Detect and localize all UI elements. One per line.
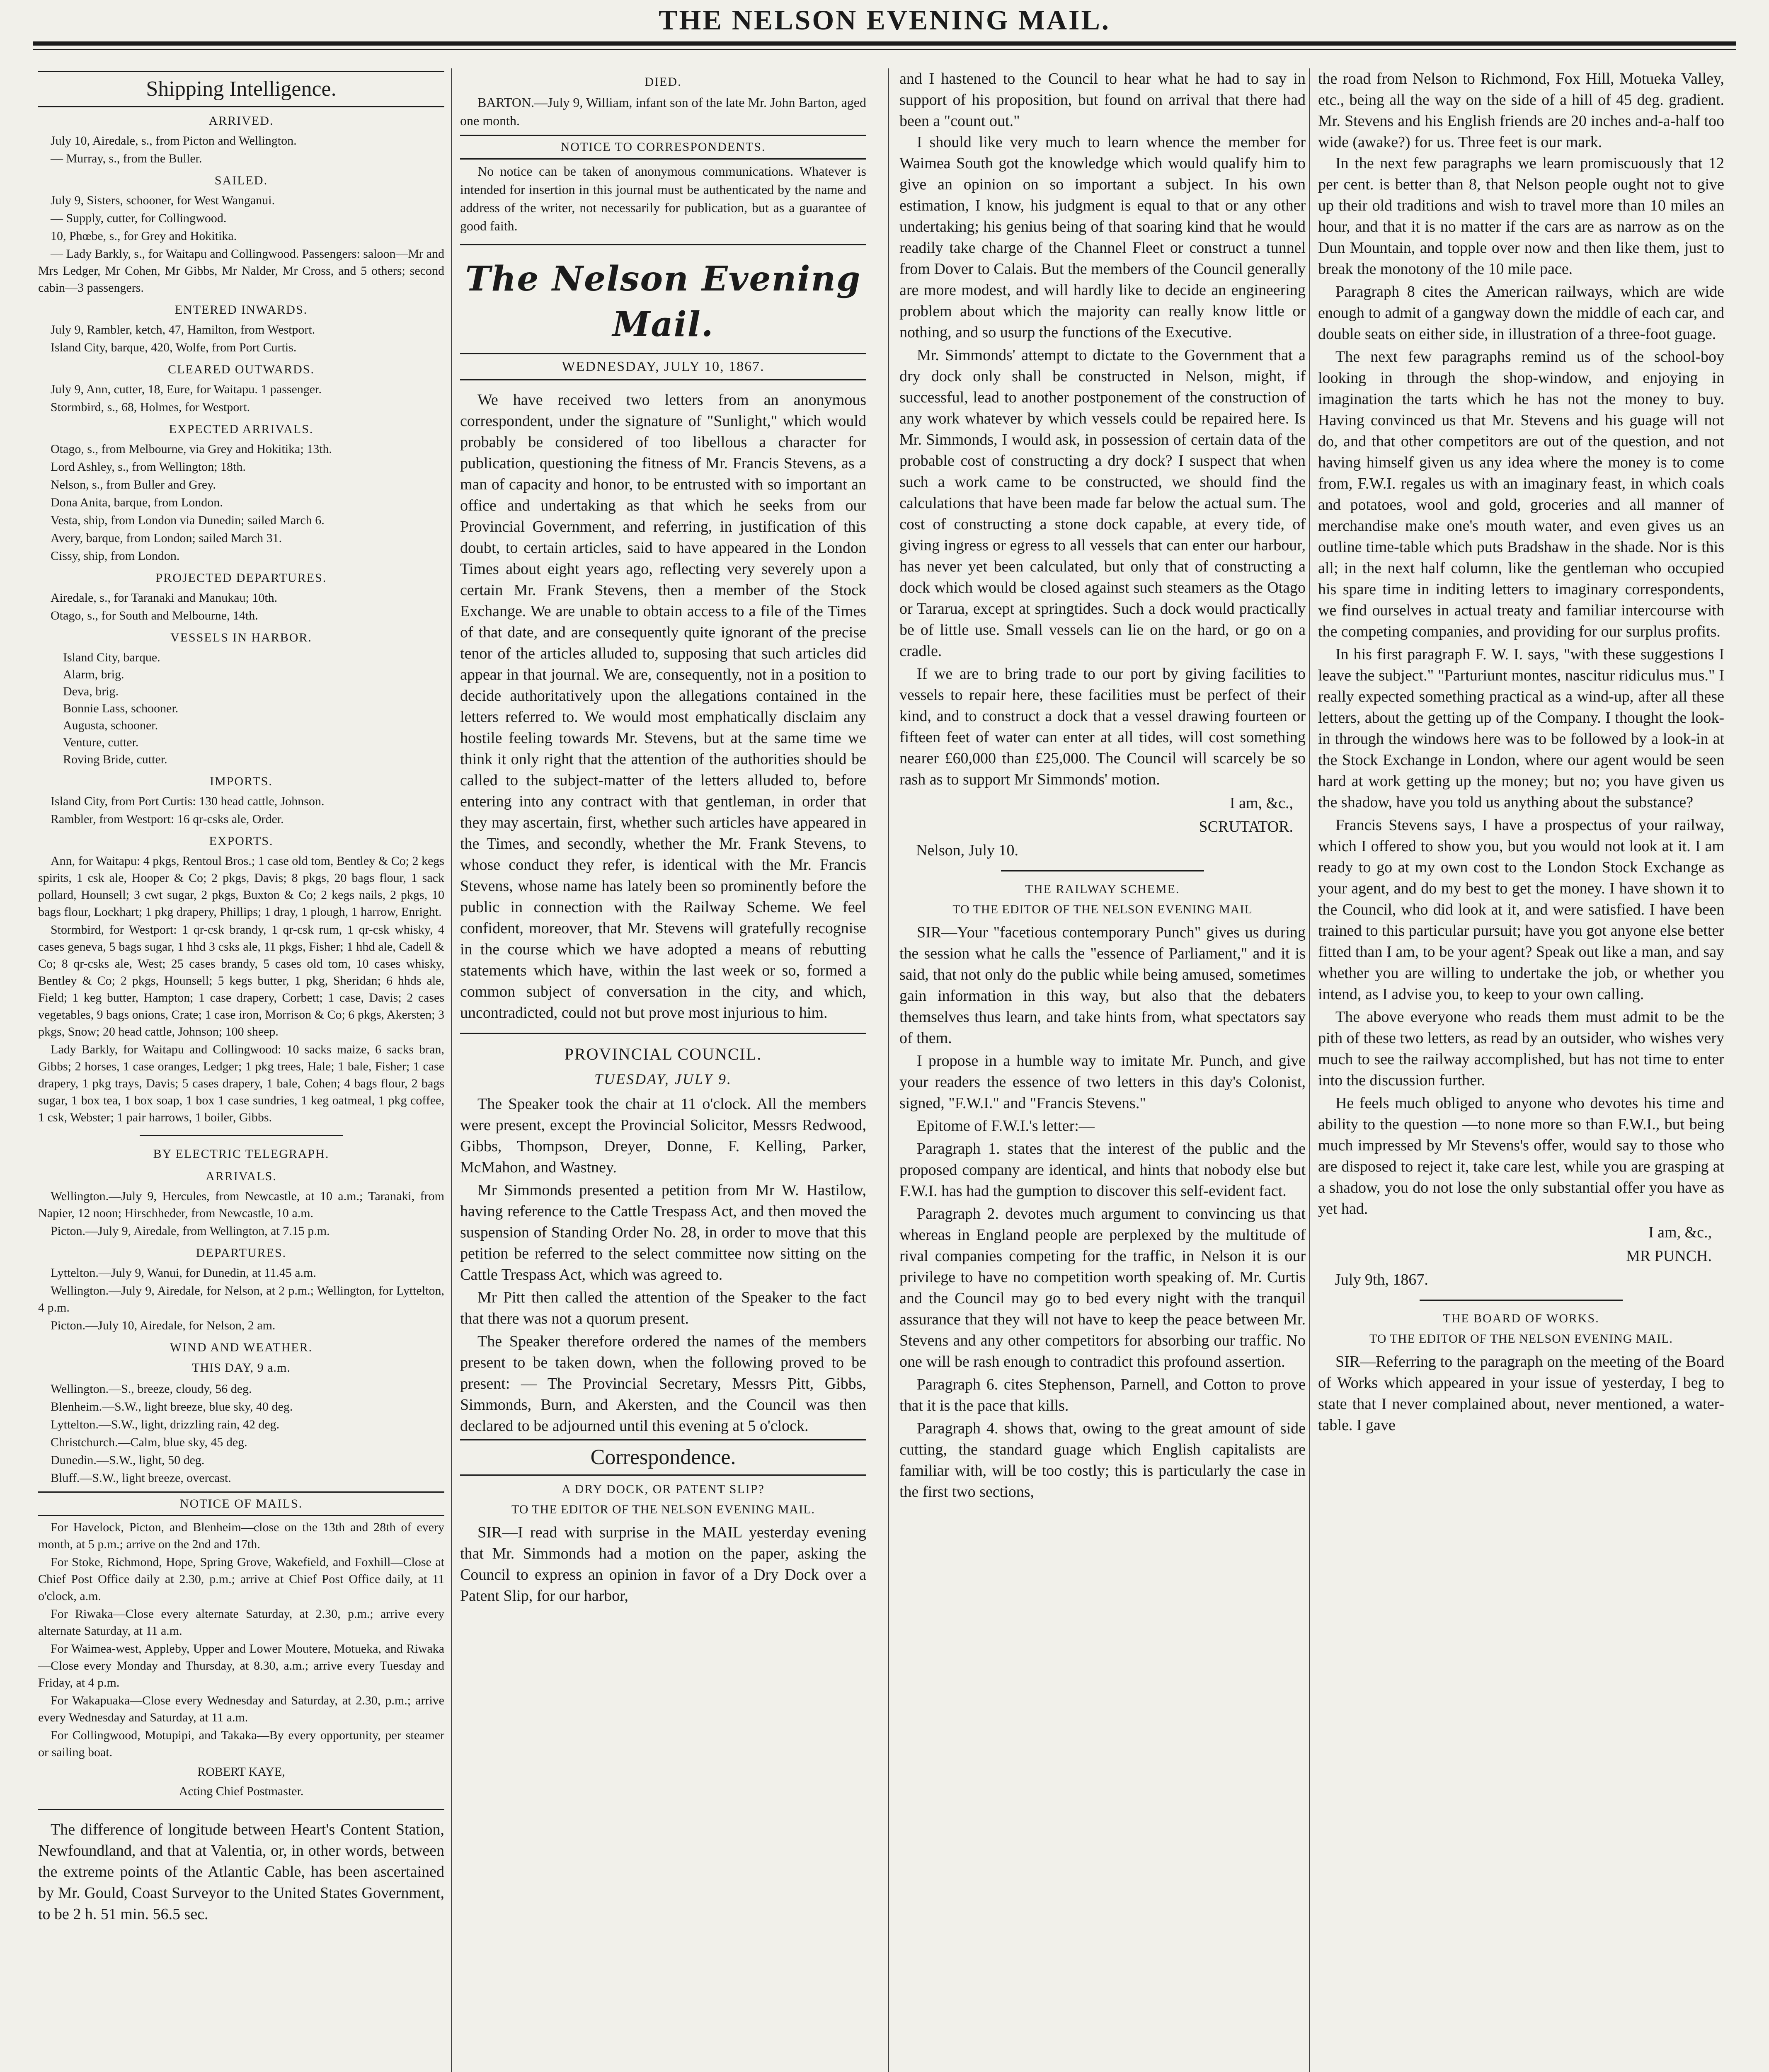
mail-entry: For Stoke, Richmond, Hope, Spring Grove, Wakefield, and Foxhill—Close at Chief Post Office daily at 2.30, p.m.; arrive at Chief Post Office daily, at 11 o'clock, a.m.	[38, 1555, 444, 1603]
tel-arrivals-heading: ARRIVALS.	[206, 1169, 277, 1183]
column-letters	[899, 68, 1306, 2072]
shipping-heading: Shipping Intelligence.	[38, 71, 444, 107]
section-divider	[140, 1135, 343, 1136]
dock-letter-place-date: Nelson, July 10.	[916, 842, 1018, 859]
cleared-entry: Stormbird, s., 68, Holmes, for Westport.	[51, 400, 250, 414]
tel-departure-entry: Lyttelton.—July 9, Wanui, for Dunedin, at 11.45 a.m.	[51, 1266, 316, 1280]
projected-entry: Otago, s., for South and Melbourne, 14th.	[51, 609, 258, 622]
exports-heading: EXPORTS.	[209, 834, 274, 848]
arrived-heading: ARRIVED.	[208, 114, 274, 128]
weather-entry: Blenheim.—S.W., light breeze, blue sky, 40 deg.	[51, 1400, 293, 1414]
railway-letter-closing: I am, &c.,	[1648, 1224, 1712, 1241]
vessel-item: Roving Bride, cutter.	[63, 753, 167, 766]
railway-letter-date: July 9th, 1867.	[1335, 1271, 1428, 1288]
council-paragraph: Mr Pitt then called the attention of the Speaker to the fact that there was not a quorum present.	[460, 1289, 866, 1327]
entered-heading: ENTERED INWARDS.	[174, 303, 308, 317]
tel-arrival-entry: Wellington.—July 9, Hercules, from Newcastle, at 10 a.m.; Taranaki, from Napier, 12 noon; Hirschheder, from Newcastle, 10 a.m.	[38, 1189, 444, 1220]
entered-entry: Island City, barque, 420, Wolfe, from Port Curtis.	[51, 341, 297, 354]
tel-departure-entry: Picton.—July 10, Airedale, for Nelson, 2 am.	[51, 1319, 276, 1332]
vessel-item: Island City, barque.	[63, 651, 160, 664]
expected-entry: Avery, barque, from London; sailed March 31.	[51, 531, 282, 545]
entered-entry: July 9, Rambler, ketch, 47, Hamilton, from Westport.	[51, 323, 315, 336]
council-heading: PROVINCIAL COUNCIL.	[564, 1045, 762, 1063]
weather-entry: Lyttelton.—S.W., light, drizzling rain, 42 deg.	[51, 1418, 280, 1431]
mails-signature-title: Acting Chief Postmaster.	[179, 1784, 304, 1798]
arrived-entry: — Murray, s., from the Buller.	[51, 152, 202, 165]
died-heading: DIED.	[645, 75, 682, 89]
cleared-heading: CLEARED OUTWARDS.	[168, 363, 315, 376]
weather-entry: Bluff.—S.W., light breeze, overcast.	[51, 1471, 231, 1485]
column-rule-3	[1309, 68, 1310, 2072]
column-letters-continued	[1318, 68, 1724, 2072]
expected-entry: Cissy, ship, from London.	[51, 549, 180, 563]
railway-letter-paragraph: In his first paragraph F. W. I. says, "with these suggestions I leave the subject." "Parturiunt montes, nascitur ridiculus mus." I really expected something practical as a wind-up, after all these letters, about the getting up of the Company. I thought the look-in through the windows here was to be followed by a look-in at the Stock Exchange in London, where our agent would be seen hard at work getting up the money; but no; you have given us the shadow, have you told us anything about the substance?	[1318, 646, 1724, 811]
sailed-entry: — Lady Barkly, s., for Waitapu and Collingwood. Passengers: saloon—Mr and Mrs Ledger, Mr Cohen, Mr Gibbs, Mr Nalder, Mr Cross, and 5 others; second cabin—3 passengers.	[38, 247, 444, 295]
railway-letter-paragraph: the road from Nelson to Richmond, Fox Hill, Motueka Valley, etc., being all the way on the side of a hill of 45 deg. gradient. Mr. Stevens and his English friends are 20 inches and-a-half too wide (awake?) for us. Three feet is our mark.	[1318, 70, 1724, 151]
imports-heading: IMPORTS.	[210, 775, 273, 788]
weather-heading: WIND AND WEATHER.	[170, 1341, 313, 1354]
mail-entry: For Wakapuaka—Close every Wednesday and Saturday, at 2.30, p.m.; arrive every Wednesday and Saturday, at 11 a.m.	[38, 1694, 444, 1724]
sailed-heading: SAILED.	[214, 174, 268, 187]
column-rule-2	[888, 68, 889, 2072]
masthead-rule-thin	[33, 49, 1736, 50]
railway-letter-paragraph: He feels much obliged to anyone who devotes his time and ability to the question —to none more so than F.W.I., but being much impressed by Mr Stevens's offer, would say to those who are disposed to reject it, take care lest, while you are grasping at a shadow, you do not lose the only substantial offer you have as yet had.	[1318, 1094, 1724, 1218]
mail-entry: For Riwaka—Close every alternate Saturday, at 2.30, p.m.; arrive every alternate Saturday, at 11 a.m.	[38, 1607, 444, 1638]
exports-entry: Lady Barkly, for Waitapu and Collingwood: 10 sacks maize, 6 sacks bran, Gibbs; 2 horses, 1 case oranges, Ledger; 1 pkg trees, Hale; 1 bale, Fisher; 1 case drapery, 1 pkg trays, Davis; 5 cases drapery, 1 bale, Cohen; 4 bags flour, 2 bags sugar, 1 box tea, 1 box soap, 1 box 1 case sundries, 1 keg oatmeal, 1 pkg coffee, 1 csk, Webster; 1 pair harrows, 1 boiler, Gibbs.	[38, 1043, 444, 1124]
expected-entry: Vesta, ship, from London via Dunedin; sailed March 6.	[51, 513, 325, 527]
mail-entry: For Collingwood, Motupipi, and Takaka—By every opportunity, per steamer or sailing boat.	[38, 1728, 444, 1759]
section-divider	[38, 1809, 444, 1810]
arrived-entry: July 10, Airedale, s., from Picton and Wellington.	[51, 134, 297, 148]
editorial-masthead: The Nelson Evening Mail.	[465, 259, 861, 344]
vessel-item: Alarm, brig.	[63, 668, 124, 681]
newspaper-title: THE NELSON EVENING MAIL.	[659, 4, 1110, 36]
weather-entry: Dunedin.—S.W., light, 50 deg.	[51, 1453, 205, 1467]
council-date: TUESDAY, JULY 9.	[594, 1071, 732, 1087]
editorial-paragraph: We have received two letters from an anonymous correspondent, under the signature of "Sunlight," which would probably be considered of too libellous a character for publication, questioning the fitness of Mr. Francis Stevens, as a man of capacity and honor, to be entrusted with so important an office and undertaking as that which he seeks from our Provincial Government, and referring, in justification of this doubt, to certain articles, said to have appeared in the London Times about eight years ago, reflecting very severely upon a certain Mr. Frank Stevens, then a member of the Stock Exchange. We are unable to obtain access to a file of the Times of that date, and are consequently quite ignorant of the precise tenor of the articles alluded to, supposing that such articles did appear in that journal. We are, consequently, not in a position to decide authoritatively upon the allegations contained in the letters referred to. We would most emphatically disclaim any hostile feeling towards Mr. Stevens, but at the same time we think it only right that the attention of the authorities should be called to the subject-matter of the letters alluded to, before entering into any contract with that gentleman, in order that they may ascertain, first, whether such articles have appeared in the Times, and secondly, whether the Mr. Frank Stevens, to whose conduct they refer, is identical with the Mr. Francis Stevens, whose name has lately been so prominently before the public in connection with the Railway Scheme. We feel confident, moreover, that Mr. Stevens will gratefully recognise in the course which we have adopted a means of rebutting statements which have, within the last week or so, formed a common subject of conversation in the city, and which, uncontradicted, could not but prove most injurious to him.	[460, 391, 866, 1021]
column-editorial	[460, 68, 866, 2072]
notice-heading: NOTICE TO CORRESPONDENTS.	[460, 135, 866, 160]
projected-entry: Airedale, s., for Taranaki and Manukau; 10th.	[51, 591, 278, 605]
expected-entry: Dona Anita, barque, from London.	[51, 496, 223, 509]
section-divider	[1001, 870, 1204, 871]
cleared-entry: July 9, Ann, cutter, 18, Eure, for Waitapu. 1 passenger.	[51, 382, 322, 396]
railway-letter-paragraph: Epitome of F.W.I.'s letter:—	[917, 1117, 1095, 1135]
section-divider	[460, 244, 866, 245]
railway-letter-paragraph: Paragraph 8 cites the American railways, which are wide enough to admit of a gangway down the middle of each car, and double seats on either side, in illustration of a three-foot guage.	[1318, 283, 1724, 343]
imports-entry: Rambler, from Westport: 16 qr-csks ale, Order.	[51, 812, 284, 826]
mails-heading: NOTICE OF MAILS.	[38, 1491, 444, 1516]
editorial-dateline: WEDNESDAY, JULY 10, 1867.	[460, 353, 866, 380]
mail-entry: For Waimea-west, Appleby, Upper and Lower Moutere, Motueka, and Riwaka—Close every Monday and Thursday, at 8.30, a.m.; arrive every Tuesday and Friday, at 4 p.m.	[38, 1642, 444, 1690]
vessel-item: Bonnie Lass, schooner.	[63, 702, 179, 715]
expected-heading: EXPECTED ARRIVALS.	[169, 422, 314, 436]
railway-letter-paragraph: Francis Stevens says, I have a prospectus of your railway, which I offered to show you, but you would not look at it. I am ready to go at my own cost to the London Stock Exchange as your agent, and do my best to get the money. I have shown it to the Council, who did look at it, and were satisfied. I have been trained to this particular pursuit; have you got anyone else better fitted than I am, to be your agent? Speak out like a man, and say whether you are willing to undertake the job, or whether you intend, as I advise you, to keep to your own calling.	[1318, 816, 1724, 1003]
tel-arrival-entry: Picton.—July 9, Airedale, from Wellington, at 7.15 p.m.	[51, 1224, 330, 1238]
dock-letter-signature: SCRUTATOR.	[1199, 818, 1293, 835]
railway-letter-paragraph: Paragraph 2. devotes much argument to convincing us that whereas in England people are perplexed by the multitude of rival companies competing for the traffic, in Nelson it is our privilege to have no competition worth speaking of. Mr. Curtis and the Council may go to bed every night with the tranquil assurance that they will not have to keep the peace between Mr. Stevens and any other competitors for absorbing our traffic. No one will be rash enough to contradict this profound assertion.	[899, 1205, 1306, 1370]
projected-heading: PROJECTED DEPARTURES.	[155, 571, 327, 585]
section-divider	[460, 1033, 866, 1034]
weather-entry: Wellington.—S., breeze, cloudy, 56 deg.	[51, 1382, 252, 1396]
tel-departure-entry: Wellington.—July 9, Airedale, for Nelson, at 2 p.m.; Wellington, for Lyttelton, 4 p.m.	[38, 1284, 444, 1314]
imports-entry: Island City, from Port Curtis: 130 head cattle, Johnson.	[51, 794, 325, 808]
exports-entry: Ann, for Waitapu: 4 pkgs, Rentoul Bros.; 1 case old tom, Bentley & Co; 2 kegs spirits, 1 csk ale, Hooper & Co; 2 pkgs, Davis; 8 pkgs, 20 bags flour, 1 sack pollard, Hounsell; 3 cwt sugar, 2 pkgs, Buxton & Co; 2 kegs nails, 2 pkgs, 10 bags flour, Lockhart; 1 pkg drapery, Phillips; 1 dray, 1 plough, 1 harrow, Enright.	[38, 854, 444, 919]
notice-text: No notice can be taken of anonymous communications. Whatever is intended for insertion in this journal must be authenticated by the name and address of the writer, not necessarily for publication, but as a guarantee of good faith.	[460, 164, 866, 233]
dock-letter-paragraph: If we are to bring trade to our port by giving facilities to vessels to repair here, these facilities must be perfect of their kind, and to construct a dock that a vessel drawing fourteen or fifteen feet of water can enter at all tides, will cost something nearer £60,000 than £25,000. The Council will scarcely be so rash as to support Mr Simmonds' motion.	[899, 665, 1306, 788]
railway-letter-paragraph: Paragraph 1. states that the interest of the public and the proposed company are identical, and hints that nobody else but F.W.I. has had the gumption to discover this self-evident fact.	[899, 1140, 1306, 1200]
works-letter-address: TO THE EDITOR OF THE NELSON EVENING MAIL.	[1369, 1332, 1673, 1346]
expected-entry: Lord Ashley, s., from Wellington; 18th.	[51, 460, 246, 474]
railway-letter-paragraph: SIR—Your "facetious contemporary Punch" gives us during the session what he calls the "essence of Parliament," and it is said, that not only do the public while being amused, sometimes gain information in this way, but also that the debaters themselves thus learn, and take hints from, what spectators say of them.	[899, 924, 1306, 1047]
council-paragraph: The Speaker therefore ordered the names of the members present to be taken down, when the following proved to be present: — The Provincial Secretary, Messrs Pitt, Gibbs, Simmonds, Burn, and Akersten, and the Council was then declared to be adjourned until this evening at 5 o'clock.	[460, 1333, 866, 1435]
railway-letter-paragraph: The above everyone who reads them must admit to be the pith of these two letters, as read by an outsider, who wishes very much to see the railway accomplished, but has not time to enter into the discussion further.	[1318, 1008, 1724, 1089]
dock-letter-paragraph: and I hastened to the Council to hear what he had to say in support of his proposition, but found on arrival that there had been a "count out."	[899, 70, 1306, 130]
works-letter-heading: THE BOARD OF WORKS.	[1443, 1312, 1599, 1325]
exports-entry: Stormbird, for Westport: 1 qr-csk brandy, 1 qr-csk rum, 1 qr-csk whisky, 4 cases geneva, 5 bags sugar, 1 hhd 3 csks ale, 11 pkgs, Fisher; 1 hhd ale, Cadell & Co; 8 qr-csks ale, West; 25 cases brandy, 5 cases old tom, 10 cases whisky, Bentley & Co; 2 pkgs, Hounsell; 5 kegs butter, 1 pkg, Sheridan; 6 hhds ale, Field; 1 keg butter, Hampton; 1 case drapery, Corbett; 1 case, Davis; 2 cases vegetables, 9 bags onions, Crate; 1 case iron, Morrison & Co; 6 pkgs, Akersten; 3 pkgs, Snow; 20 head cattle, Johnson; 100 sheep.	[38, 923, 444, 1038]
railway-letter-paragraph: In the next few paragraphs we learn promiscuously that 12 per cent. is better than 8, that Nelson people ought not to give up their old traditions and wish to travel more than 10 miles an hour, and that it is no matter if the cars are as narrow as on the Dun Mountain, and topple over now and then like them, just to break the monotony of the 10 mile pace.	[1318, 155, 1724, 278]
expected-entry: Otago, s., from Melbourne, via Grey and Hokitika; 13th.	[51, 442, 332, 456]
railway-letter-heading: THE RAILWAY SCHEME.	[1025, 882, 1180, 896]
sailed-entry: — Supply, cutter, for Collingwood.	[51, 211, 227, 225]
dock-letter-closing: I am, &c.,	[1229, 794, 1293, 812]
railway-letter-paragraph: Paragraph 4. shows that, owing to the great amount of side cutting, the standard guage which English capitalists are familiar with, will be too costly; this is particularly the case in the first two sections,	[899, 1420, 1306, 1501]
vessels-list	[63, 649, 444, 768]
section-divider	[1420, 1300, 1623, 1301]
weather-entry: Christchurch.—Calm, blue sky, 45 deg.	[51, 1435, 247, 1449]
died-notice: BARTON.—July 9, William, infant son of the late Mr. John Barton, aged one month.	[460, 95, 866, 128]
railway-letter-address: TO THE EDITOR OF THE NELSON EVENING MAIL	[952, 903, 1253, 916]
sailed-entry: 10, Phœbe, s., for Grey and Hokitika.	[51, 229, 237, 243]
dock-letter-address: TO THE EDITOR OF THE NELSON EVENING MAIL.	[511, 1503, 815, 1516]
vessel-item: Venture, cutter.	[63, 736, 139, 749]
railway-letter-signature: MR PUNCH.	[1626, 1247, 1712, 1265]
masthead-rule-thick	[33, 41, 1736, 46]
vessel-item: Deva, brig.	[63, 685, 119, 698]
tel-departures-heading: DEPARTURES.	[196, 1246, 287, 1260]
works-letter-paragraph: SIR—Referring to the paragraph on the meeting of the Board of Works which appeared in your issue of yesterday, I beg to state that I never complained about, never mentioned, a water-table. I gave	[1318, 1353, 1724, 1434]
longitude-paragraph: The difference of longitude between Heart's Content Station, Newfoundland, and that at Valentia, or, in other words, between the extreme points of the Atlantic Cable, has been ascertained by Mr. Gould, Coast Surveyor to the United States Government, to be 2 h. 51 min. 56.5 sec.	[38, 1821, 444, 1923]
dock-letter-paragraph: Mr. Simmonds' attempt to dictate to the Government that a dry dock only shall be constructed in Nelson, might, if successful, lead to another postponement of the construction of any work whatever by which vessels could be repaired here. Is Mr. Simmonds, I would ask, in possession of certain data of the probable cost of constructing a dry dock? I suspect that when such a work came to be constructed, we should find the calculations that have been made far below the actual sum. The cost of constructing a stone dock capable, at every tide, of giving ingress or egress to all vessels that can enter our harbour, has never yet been calculated, but only that of constructing a dock which would be closed against such steamers as the Otago or Tararua, except at springtides. Such a dock would practically be of little use. Small vessels can lie on the hard, or go on a cradle.	[899, 346, 1306, 660]
column-rule-1	[451, 68, 452, 2072]
dock-letter-paragraph: SIR—I read with surprise in the MAIL yesterday evening that Mr. Simmonds had a motion on the paper, asking the Council to express an opinion in favor of a Dry Dock over a Patent Slip, for our harbor,	[460, 1524, 866, 1605]
dock-letter-heading: A DRY DOCK, OR PATENT SLIP?	[562, 1482, 765, 1496]
column-shipping	[38, 68, 444, 2072]
mails-signature-name: ROBERT KAYE,	[197, 1765, 285, 1779]
expected-entry: Nelson, s., from Buller and Grey.	[51, 478, 216, 491]
weather-subheading: THIS DAY, 9 a.m.	[192, 1361, 291, 1375]
vessels-heading: VESSELS IN HARBOR.	[170, 631, 312, 644]
mail-entry: For Havelock, Picton, and Blenheim—close on the 13th and 28th of every month, at 5 p.m.; arrive on the 2nd and 17th.	[38, 1520, 444, 1551]
dock-letter-paragraph: I should like very much to learn whence the member for Waimea South got the knowledge which would qualify him to give an opinion on so important a subject. In his own estimation, I know, his judgment is equal to that or any other undertaking; his genius being of that soaring kind that he would readily take charge of the Channel Fleet or construct a tunnel from Dover to Calais. But the members of the Council generally are more modest, and will hardly like to decide an engineering problem about which the majority can really know little or nothing, and so usurp the functions of the Executive.	[899, 133, 1306, 341]
masthead	[0, 0, 1769, 40]
correspondence-heading: Correspondence.	[460, 1439, 866, 1476]
railway-letter-paragraph: I propose in a humble way to imitate Mr. Punch, and give your readers the essence of two letters in this day's Colonist, signed, "F.W.I." and "Francis Stevens."	[899, 1052, 1306, 1112]
railway-letter-paragraph: Paragraph 6. cites Stephenson, Parnell, and Cotton to prove that it is the pace that kills.	[899, 1376, 1306, 1414]
railway-letter-paragraph: The next few paragraphs remind us of the school-boy looking in through the shop-window, and enjoying in imagination the tarts which he has not the money to buy. Having convinced us that Mr. Stevens and his guage will not do, and that other competitors are out of the question, and not having himself given us any idea where the money is to come from, F.W.I. regales us with an imaginary feast, in which coals and potatoes, wool and gold, groceries and all manner of merchandise make one's mouth water, and even gives us an outline time-table which puts Bradshaw in the shade. Nor is this all; in the next half column, like the gentleman who occupied his spare time in inditing letters to imaginary correspondents, we find ourselves in actual treaty and familiar intercourse with the competing companies, and providing for our surplus profits.	[1318, 348, 1724, 640]
council-paragraph: Mr Simmonds presented a petition from Mr W. Hastilow, having reference to the Cattle Trespass Act, and then moved the suspension of Standing Order No. 28, in order to move that this petition be referred to the select committee now sitting on the Cattle Trespass Act, which was agreed to.	[460, 1181, 866, 1283]
telegraph-heading: BY ELECTRIC TELEGRAPH.	[153, 1147, 330, 1161]
vessel-item: Augusta, schooner.	[63, 719, 158, 732]
sailed-entry: July 9, Sisters, schooner, for West Wanganui.	[51, 194, 275, 207]
council-paragraph: The Speaker took the chair at 11 o'clock. All the members were present, except the Provincial Solicitor, Messrs Redwood, Gibbs, Thompson, Dreyer, Donne, F. Kelling, Parker, McMahon, and Wastney.	[460, 1095, 866, 1176]
